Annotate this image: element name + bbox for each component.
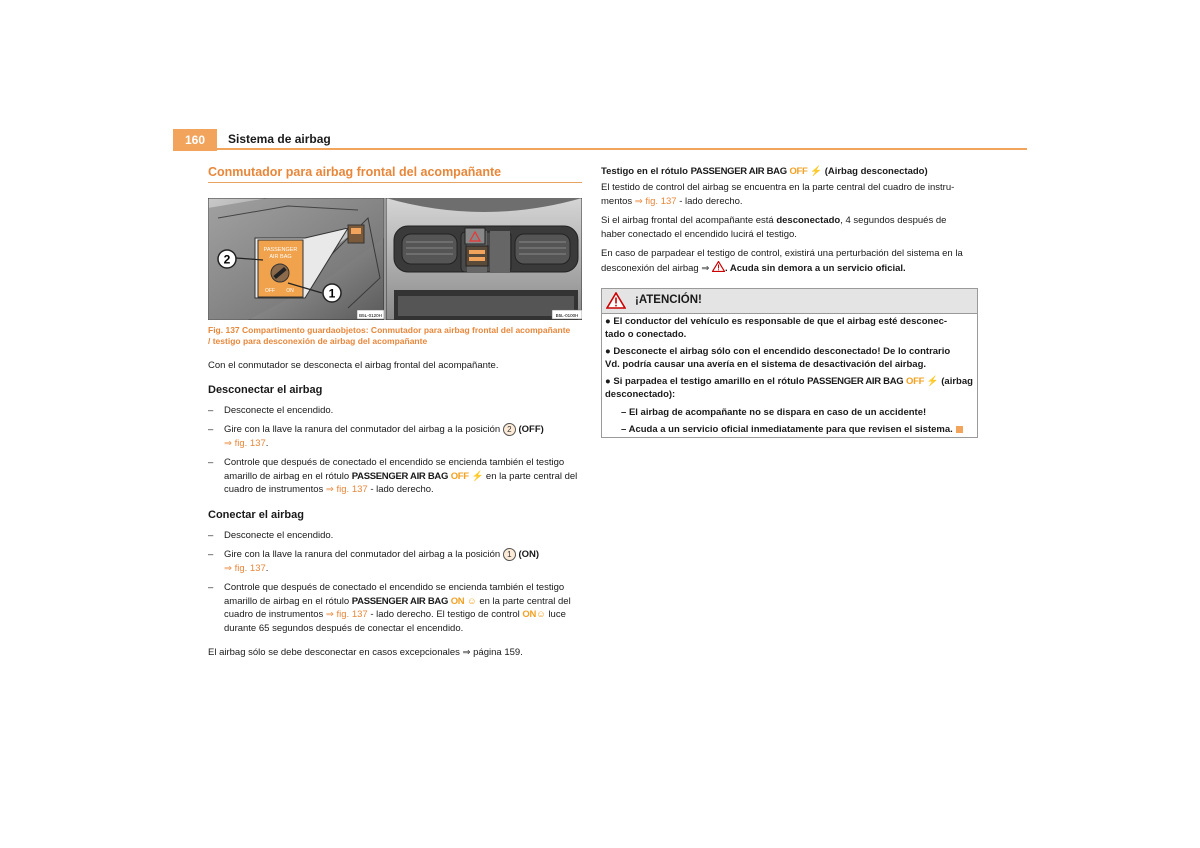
right-paragraph-3: En caso de parpadear el testigo de control, existirá una perturbación del sistema en la desconexión del airbag ⇒ . Acuda sin demora a un servicio oficial. <box>601 248 963 274</box>
passenger-airbag-label: PASSENGER AIR BAG <box>351 595 449 607</box>
indicator-heading: Testigo en el rótulo PASSENGER AIR BAG OFF ⚡ (Airbag desconectado) <box>601 166 928 177</box>
connect-step-3: – Controle que después de conectado el encendido se encienda también el testigo amarillo de airbag en el rótulo PASSENGER AIR BAG ON ☺ en la parte central del cuadro de instrumentos ⇒ fig. 137 - lado derecho. El testigo de control ON☺ luce durante 65 segundos después de conectar el encendido. <box>208 582 571 634</box>
callout-1: 1 <box>328 286 336 301</box>
figure-caption-line1: Fig. 137 Compartimento guardaobjetos: Conmutador para airbag frontal del acompañante <box>208 325 571 335</box>
airbag-off-icon: ⚡ <box>471 470 484 482</box>
right-paragraph-2: Si el airbag frontal del acompañante está desconectado, 4 segundos después de haber conectado el encendido lucirá el testigo. <box>601 215 947 240</box>
section-title: Conmutador para airbag frontal del acompañante <box>208 165 582 183</box>
fig-137-link[interactable]: ⇒ fig. 137 <box>325 609 368 620</box>
airbag-off-icon: ⚡ <box>926 376 939 387</box>
airbag-on-icon: ☺ <box>466 595 477 607</box>
off-indicator: OFF <box>789 166 808 177</box>
right-paragraph-1: El testido de control del airbag se encuentra en la parte central del cuadro de instru- mentos ⇒ fig. 137 - lado derecho. <box>601 182 955 207</box>
figure-caption <box>208 325 584 347</box>
position-1-icon: 1 <box>503 548 516 561</box>
fig-137-link[interactable]: ⇒ fig. 137 <box>224 437 266 449</box>
passenger-airbag-label: PASSENGER AIR BAG <box>807 376 904 387</box>
passenger-airbag-label: PASSENGER AIR BAG <box>690 166 787 177</box>
fig-137-link[interactable]: ⇒ fig. 137 <box>325 484 368 495</box>
page-number: 160 <box>173 129 217 151</box>
panel-label-line2: AIR BAG <box>269 254 292 260</box>
callout-2: 2 <box>223 252 231 267</box>
disconnect-title: Desconectar el airbag <box>208 384 323 396</box>
warning-triangle-icon <box>606 292 626 309</box>
header-rule <box>217 148 1027 150</box>
airbag-off-icon: ⚡ <box>810 166 823 177</box>
figure-137 <box>208 198 582 320</box>
warning-item-3: ● Si parpadea el testigo amarillo en el rótulo PASSENGER AIR BAG OFF ⚡ (airbag <box>605 376 973 387</box>
figure-code-right: B5L-0100H <box>555 313 579 318</box>
off-indicator: OFF <box>450 470 469 482</box>
warning-item-1: ● El conductor del vehículo es responsable de que el airbag esté desconec- <box>605 316 948 327</box>
fig-137-link[interactable]: ⇒ fig. 137 <box>634 195 677 207</box>
warning-subitem-2: – Acuda a un servicio oficial inmediatamente para que revisen el sistema. <box>621 423 975 437</box>
warning-item-3-cont: desconectado): <box>605 389 676 400</box>
warning-item-2-cont: Vd. podría causar una avería en el sistema de desactivación del airbag. <box>605 359 927 370</box>
footer-note: El airbag sólo se debe desconectar en casos excepcionales ⇒ página 159. <box>208 647 523 658</box>
warning-item-2: ● Desconecte el airbag sólo con el encendido desconectado! De lo contrario <box>605 346 951 357</box>
connect-step-2: – Gire con la llave la ranura del conmutador del airbag a la posición 1 (ON) ⇒ fig. 137. <box>208 549 540 574</box>
warning-item-1-cont: tado o conectado. <box>605 329 687 340</box>
figure-caption-line2: / testigo para desconexión de airbag del acompañante <box>208 336 428 346</box>
panel-label-line1: PASSENGER <box>263 247 298 253</box>
warning-subitem-1: – El airbag de acompañante no se dispara en caso de un accidente! <box>621 407 927 418</box>
switch-on-label: ON <box>286 288 294 294</box>
airbag-on-icon: ☺ <box>536 609 546 620</box>
off-indicator: OFF <box>906 376 925 387</box>
disconnect-step-2: – Gire con la llave la ranura del conmutador del airbag a la posición 2 (OFF) ⇒ fig. 137. <box>208 424 544 449</box>
warning-icon[interactable] <box>712 261 725 272</box>
page-header-title: Sistema de airbag <box>228 132 331 146</box>
disconnect-step-3: – Controle que después de conectado el encendido se encienda también el testigo amarillo de airbag en el rótulo PASSENGER AIR BAG OFF ⚡ en la parte central del cuadro de instrumentos ⇒ fig. 137 - lado derecho. <box>208 457 578 495</box>
passenger-airbag-label: PASSENGER AIR BAG <box>351 470 449 482</box>
switch-off-label: OFF <box>265 288 275 294</box>
warning-box <box>601 288 978 438</box>
on-indicator: ON <box>522 609 537 620</box>
intro-paragraph: Con el conmutador se desconecta el airbag frontal del acompañante. <box>208 360 499 371</box>
fig-137-link[interactable]: ⇒ fig. 137 <box>224 562 266 574</box>
figure-illustration <box>208 198 582 320</box>
figure-code-left: B5L-0120H <box>359 313 382 318</box>
on-indicator: ON <box>450 595 465 607</box>
warning-header <box>602 289 977 314</box>
position-2-icon: 2 <box>503 423 516 436</box>
warning-title: ¡ATENCIÓN! <box>635 294 702 306</box>
end-mark <box>956 426 963 433</box>
connect-title: Conectar el airbag <box>208 509 304 521</box>
